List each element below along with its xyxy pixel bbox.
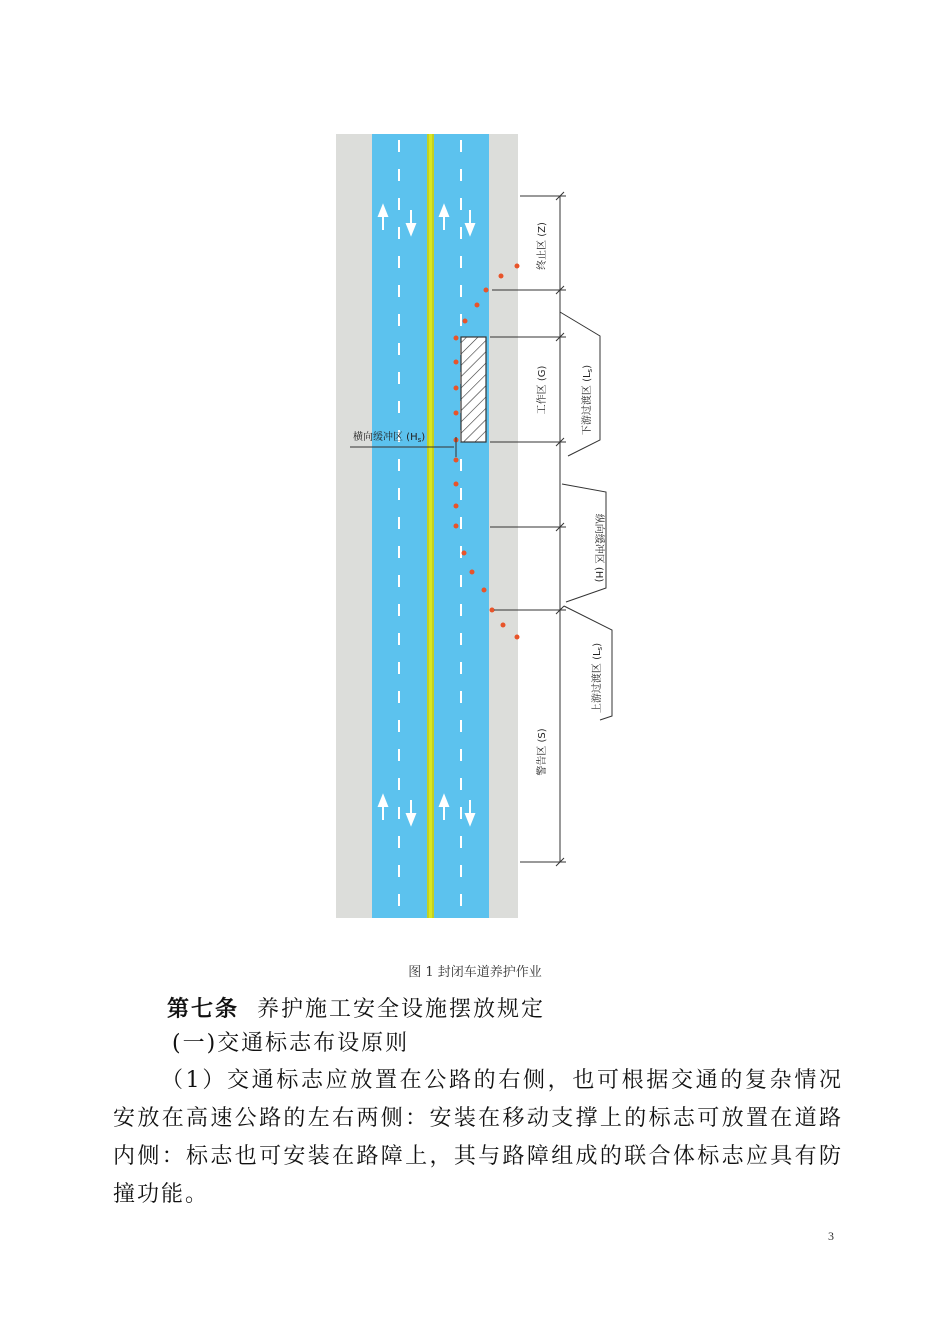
figure-caption: 图 1 封闭车道养护作业: [408, 965, 542, 980]
label-warning: 警告区 (S): [537, 728, 548, 776]
article-title: 养护施工安全设施摆放规定: [257, 997, 546, 1022]
right-shoulder: [489, 134, 518, 918]
article-number: 第七条: [167, 996, 240, 1022]
page-number: 3: [828, 1229, 834, 1243]
left-shoulder: [336, 134, 372, 918]
label-longitudinal: 纵向缓冲区 (H): [593, 513, 604, 583]
article-heading: [167, 992, 897, 1023]
label-upstream: 上游过渡区 $(L_s)$: [592, 642, 604, 714]
section-heading: (一)交通标志布设原则: [172, 1031, 410, 1056]
label-lateral: 横向缓冲区 $(H_s)$: [353, 432, 426, 444]
label-termination: 终止区 (Z): [537, 222, 548, 270]
label-downstream: 下游过渡区 $(L_s)$: [582, 364, 594, 436]
body-paragraph: （1）交通标志应放置在公路的右侧，也可根据交通的复杂情况安放在高速公路的左右两侧：安装在移动支撑上的标志可放置在道路内侧：标志也可安装在路障上，其与路障组成的联合体标志应具有防撞功能。: [113, 1068, 843, 1207]
label-work: 工作区 (G): [537, 365, 548, 415]
